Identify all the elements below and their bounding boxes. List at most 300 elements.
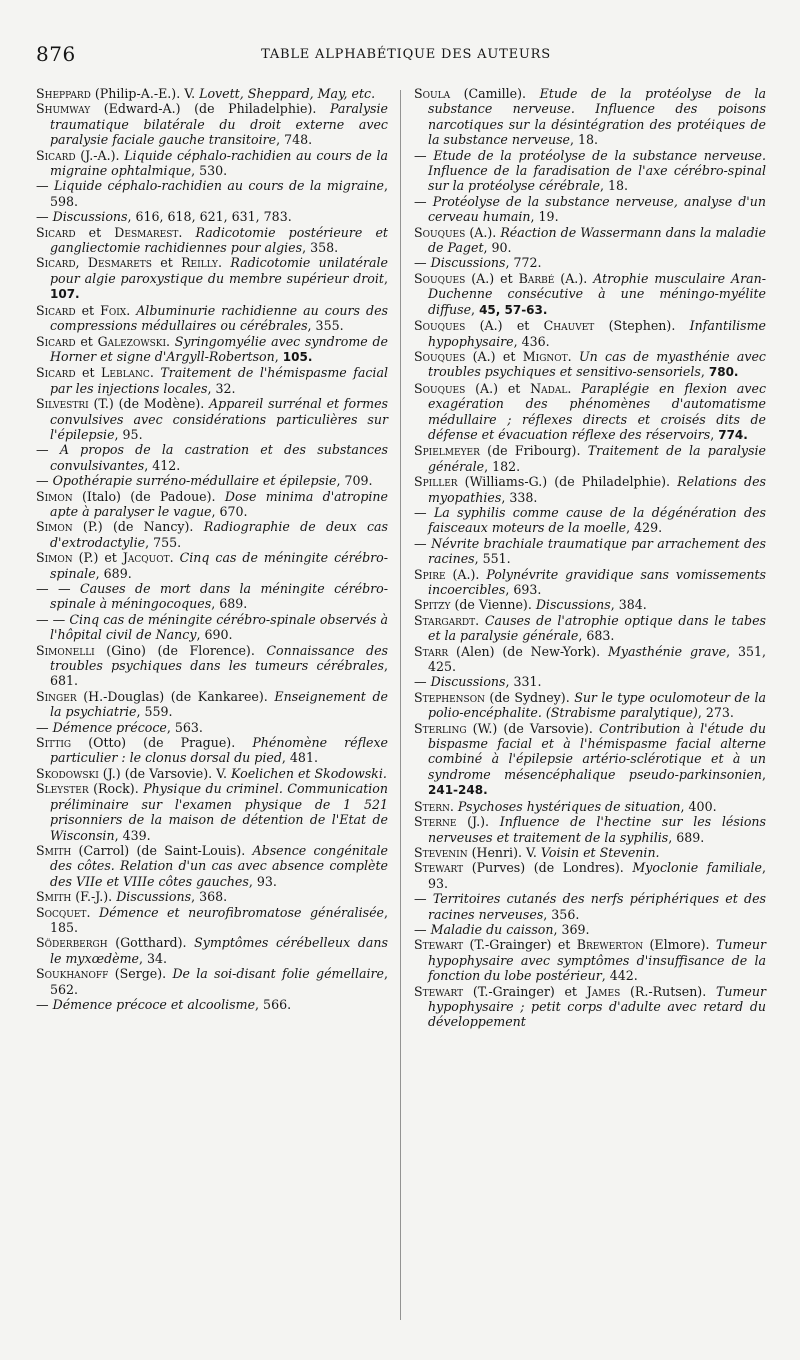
entry-title: Tumeur hypophysaire ; petit corps d'adulte avec retard du développement — [428, 983, 766, 1030]
entry-text: — — [414, 147, 434, 163]
entry-text: , 598. — [50, 178, 388, 209]
entry-title: Cinq cas de méningite cérébro-spinale observés à l'hôpital civil de Nancy — [50, 611, 389, 643]
index-entry — [36, 781, 388, 843]
author-name: Sicard — [36, 333, 76, 349]
entry-title: Syringomyélie avec syndrome de Horner et signe d'Argyll-Robertson — [50, 333, 388, 364]
entry-title: Sur le type oculomoteur de la polio-encéphalite. (Strabisme paralytique) — [428, 689, 766, 721]
page-ref-bold: 780. — [708, 365, 739, 380]
author-name: Souques — [414, 348, 466, 364]
entry-text: , 338. — [501, 489, 538, 505]
entry-title: Influence de l'hectine sur les lésions nerveuses et traitement de la syphilis — [428, 814, 766, 845]
index-entry — [36, 735, 388, 766]
author-name: Spire — [414, 566, 446, 582]
index-entry — [36, 935, 388, 966]
page-ref-bold: 45, 57-63. — [479, 302, 548, 317]
entry-text: (Carrol) (de Saint-Louis). — [71, 842, 253, 858]
entry-title: Physique du criminel. Communication préliminaire sur l'examen physique de 1 521 prisonniers de la maison de détention de l'Etat de Wisconsin — [50, 781, 389, 843]
entry-text: — — [414, 891, 433, 907]
entry-text: — — [36, 209, 53, 225]
entry-title: Causes de mort dans la méningite cérébro-spinale à méningocoques — [50, 581, 388, 612]
index-entry — [36, 643, 388, 689]
entry-text: (Alen) (de New-York). — [448, 643, 608, 659]
author-name: Sittig — [36, 735, 72, 751]
entry-text: , 93. — [428, 860, 766, 891]
entry-text: — — [414, 193, 433, 209]
index-entry — [414, 194, 766, 225]
entry-text: , 412. — [144, 457, 181, 473]
page-ref-bold: 774. — [718, 427, 748, 442]
entry-title: Un cas de myasthénie avec troubles psychiques et sensitivo-sensoriels — [428, 348, 766, 380]
author-name: Galezowski — [97, 333, 167, 349]
index-entry — [414, 860, 766, 891]
entry-text: , 331. — [505, 674, 542, 690]
entry-text: , 689. — [211, 596, 248, 612]
entry-title: Myasthénie grave — [607, 643, 727, 659]
entry-text: . — [567, 348, 579, 364]
author-name: Stewart — [414, 983, 464, 999]
entry-text: , — [700, 364, 709, 380]
entry-title: Polynévrite gravidique sans vomissements incoercibles — [428, 566, 766, 597]
entry-title: Cinq cas de méningite cérébro-spinale — [50, 550, 388, 581]
author-name: Mignot — [522, 348, 568, 364]
entry-title: Radicotomie postérieure et gangliectomie rachidiennes pour algies — [50, 224, 388, 256]
author-name: Stewart — [414, 937, 464, 953]
index-entry — [36, 178, 388, 209]
entry-text: , 566. — [255, 996, 292, 1012]
entry-title: Enseignement de la psychiatrie — [50, 688, 388, 720]
entry-text: — — [414, 921, 431, 937]
entry-text: — — [36, 178, 54, 194]
index-entry — [36, 473, 388, 488]
entry-text: et — [75, 365, 102, 381]
entry-text: — — [414, 504, 434, 520]
entry-title: Causes de l'atrophie optique dans le tabes et la paralysie générale — [428, 612, 766, 644]
index-entry — [36, 255, 388, 302]
author-name: Simon — [36, 488, 73, 504]
author-name: Spitzy — [414, 597, 451, 613]
entry-title: Absence congénitale des côtes. Relation d'un cas avec absence complète des VIIe et VIIIe côtes gauches — [50, 842, 388, 889]
entry-text: , 562. — [50, 966, 388, 997]
entry-text: — — [414, 255, 431, 271]
entry-text: (A.). — [554, 270, 594, 286]
entry-text: (de Fribourg). — [479, 443, 588, 459]
index-entry — [36, 86, 388, 101]
author-name: Smith — [36, 842, 72, 858]
entry-text: (J.-A.). — [75, 147, 125, 163]
author-name: Nadal — [530, 380, 568, 396]
entry-text: , 18. — [600, 178, 629, 194]
entry-text: , 19. — [530, 209, 559, 225]
entry-text: , — [471, 301, 480, 317]
index-entry — [36, 209, 388, 224]
author-name: Starr — [414, 643, 449, 659]
index-entry — [36, 365, 388, 396]
author-name: Leblanc — [101, 365, 150, 381]
entry-text: (T.) (de Modène). — [88, 396, 210, 412]
author-name: Sicard, Desmarets — [36, 255, 152, 271]
entry-text: (Camille). — [450, 86, 540, 101]
entry-title: Tumeur hypophysaire avec symptômes d'insuffisance de la fonction du lobe postérieur — [428, 937, 766, 984]
index-entry — [36, 612, 388, 643]
entry-text: , 683. — [578, 628, 615, 644]
entry-text: , 436. — [513, 333, 550, 349]
entry-text: (J.). — [456, 814, 500, 830]
author-name: Sheppard — [36, 86, 91, 101]
entry-text: , 689. — [668, 829, 705, 845]
author-name: Souques — [414, 318, 466, 334]
entry-title: Phénomène réflexe particulier : le clonus dorsal du pied — [50, 735, 388, 766]
author-name: Chauvet — [543, 318, 595, 334]
entry-text: (P.) (de Nancy). — [72, 519, 204, 535]
author-name: Stephenson — [414, 689, 485, 705]
entry-text: , 616, 618, 621, 631, 783. — [127, 209, 292, 225]
entry-text: , 681. — [50, 658, 388, 689]
entry-title: Protéolyse de la substance nerveuse, analyse d'un cerveau humain — [428, 193, 766, 225]
author-name: Spielmeyer — [414, 443, 480, 459]
right-column — [414, 86, 766, 1030]
entry-title: Appareil surrénal et formes convulsives avec considérations particulières sur l'épilepsie — [50, 396, 388, 442]
entry-text: — — [36, 473, 53, 489]
entry-text: . — [178, 224, 196, 240]
entry-text: (Italo) (de Padoue). — [72, 488, 225, 504]
author-name: Shumway — [36, 101, 91, 117]
entry-title: Etude de la protéolyse de la substance nerveuse. Influence des poisons narcotiques sur la désintégration des protéiques de la substance nerveuse — [428, 86, 766, 148]
entry-text: (Gotthard). — [107, 935, 195, 951]
entry-text: (J.) (de Varsovie). V. — [98, 765, 232, 781]
entry-text: (W.) (de Varsovie). — [466, 720, 599, 736]
entry-text: (Serge). — [108, 966, 173, 982]
entry-text: , 355. — [307, 318, 344, 334]
entry-text: , 755. — [145, 534, 182, 550]
entry-text: et — [75, 302, 101, 318]
entry-text: (Otto) (de Prague). — [71, 735, 253, 751]
entry-text: (Purves) (de Londres). — [463, 860, 633, 876]
author-name: Simonelli — [36, 642, 95, 658]
running-title: TABLE ALPHABÉTIQUE DES AUTEURS — [261, 47, 551, 62]
entry-text: , 670. — [211, 503, 248, 519]
entry-text: , 182. — [484, 458, 521, 474]
entry-text: , 429. — [626, 520, 663, 536]
entry-text: — — [36, 719, 53, 735]
entry-text: . — [567, 380, 582, 396]
entry-title: Contribution à l'étude du bispasme facial et à l'hémispasme facial alterne combiné à l'épilepsie artério-sclérotique et à un syndrome mésencéphalique pseudo-parkinsonien — [428, 720, 766, 782]
entry-text: (A.) et — [465, 318, 544, 334]
index-entry — [414, 349, 766, 381]
entry-text: (T.-Grainger) et — [463, 983, 587, 999]
left-column — [36, 86, 388, 1012]
column-divider — [400, 90, 401, 1320]
entry-text: , 368. — [191, 889, 228, 905]
index-entry — [36, 720, 388, 735]
entry-text: , 400. — [680, 798, 717, 814]
author-name: Brewerton — [576, 937, 644, 953]
entry-text: — — — [36, 611, 70, 627]
entry-title: Radiographie de deux cas d'extrodactylie — [50, 519, 388, 550]
entry-title: Maladie du caisson — [430, 921, 554, 937]
author-name: Silvestri — [36, 396, 89, 412]
page-ref-bold: 105. — [282, 349, 313, 364]
index-entry — [36, 225, 388, 256]
index-entry — [414, 721, 766, 799]
entry-text: (Henri). V. — [467, 844, 541, 860]
index-entry — [36, 905, 388, 936]
index-entry — [414, 536, 766, 567]
index-entry — [414, 799, 766, 814]
entry-text: (Stephen). — [594, 318, 690, 334]
entry-title: La syphilis comme cause de la dégénération des faisceaux moteurs de la moelle — [428, 504, 766, 536]
entry-text: , — [710, 426, 719, 442]
index-entry — [36, 581, 388, 612]
entry-title: Opothérapie surréno-médullaire et épilepsie — [52, 473, 337, 489]
entry-title: Voisin et Stevenin. — [540, 844, 660, 860]
index-entry — [414, 271, 766, 318]
entry-text: et — [151, 255, 182, 271]
entry-text: , 690. — [196, 627, 233, 643]
index-entry — [414, 443, 766, 474]
entry-text: . — [126, 302, 137, 318]
entry-title: Démence précoce — [52, 719, 167, 735]
entry-text: (Philip-A.-E.). V. — [90, 86, 200, 101]
entry-text: , 90. — [483, 240, 512, 256]
author-name: Smith — [36, 889, 72, 905]
entry-title: Réaction de Wassermann dans la maladie de Paget — [428, 224, 766, 256]
entry-title: Psychoses hystériques de situation — [457, 798, 681, 814]
index-entry — [414, 937, 766, 983]
entry-text: . — [449, 798, 458, 814]
entry-text: — — — [36, 581, 80, 596]
author-name: Simon — [36, 550, 73, 566]
index-entry — [36, 519, 388, 550]
entry-text: (Rock). — [88, 781, 144, 797]
entry-title: Discussions — [52, 209, 128, 225]
entry-text: , 551. — [474, 551, 511, 567]
entry-text: , 369. — [553, 921, 590, 937]
index-entry — [36, 489, 388, 520]
entry-text: , 351, 425. — [428, 643, 766, 675]
author-name: Souques — [414, 270, 466, 286]
entry-text: , — [761, 766, 766, 782]
index-entry — [414, 690, 766, 721]
entry-text: , 481. — [281, 750, 318, 766]
entry-title: Discussions — [430, 255, 506, 271]
author-name: Soukhanoff — [36, 966, 109, 982]
entry-text: , 709. — [336, 473, 373, 489]
entry-text: . — [169, 550, 180, 566]
entry-text: — — [414, 674, 431, 690]
entry-text: — — [36, 442, 60, 458]
author-name: Singer — [36, 688, 77, 704]
entry-text: , 93. — [248, 873, 277, 889]
author-name: Simon — [36, 519, 73, 535]
entry-text: (de Vienne). — [450, 597, 536, 613]
entry-title: Paralysie traumatique bilatérale du droit externe avec paralysie faciale gauche transitoire — [50, 101, 388, 148]
index-entry — [414, 814, 766, 845]
author-name: Sterne — [414, 814, 457, 830]
index-entry — [36, 997, 388, 1012]
index-entry — [414, 891, 766, 922]
index-entry — [36, 396, 388, 442]
entry-text: et — [75, 333, 98, 349]
author-name: Reilly — [181, 255, 218, 271]
author-name: Socquet — [36, 904, 87, 920]
entry-title: Infantilisme hypophysaire — [428, 318, 767, 349]
entry-text: , 358. — [302, 240, 339, 256]
entry-text: , 689. — [95, 565, 132, 581]
entry-title: Traitement de l'hémispasme facial par les injections locales — [50, 365, 388, 396]
author-name: Sterling — [414, 720, 467, 736]
page-ref-bold: 107. — [50, 287, 80, 302]
index-entry — [414, 845, 766, 860]
entry-title: Myoclonie familiale — [632, 860, 762, 876]
entry-text: , 18. — [570, 132, 599, 148]
author-name: Sleyster — [36, 781, 89, 797]
entry-text: (Edward-A.) (de Philadelphie). — [90, 101, 330, 117]
entry-text: , 439. — [114, 827, 151, 843]
entry-text: (Elmore). — [643, 937, 716, 953]
entry-title: Atrophie musculaire Aran-Duchenne consécutive à une méningo-myélite diffuse — [428, 270, 767, 317]
entry-text: , 384. — [610, 597, 647, 613]
entry-title: De la soi-disant folie gémellaire — [172, 966, 384, 982]
author-name: Foix — [100, 302, 127, 318]
author-name: Desmarest — [114, 224, 179, 240]
entry-title: Démence précoce et alcoolisme — [52, 996, 256, 1012]
entry-text: , 559. — [136, 704, 173, 720]
author-name: Sicard — [36, 302, 76, 318]
entry-text: (A.). — [445, 566, 487, 582]
entry-title: Relations des myopathies — [428, 474, 766, 505]
entry-text: , 356. — [543, 906, 580, 922]
index-entry — [414, 597, 766, 612]
entry-text: , 748. — [276, 132, 313, 148]
entry-title: Lovett, Sheppard, May, etc. — [199, 86, 376, 101]
entry-title: Traitement de la paralysie générale — [428, 443, 766, 474]
entry-text: , 34. — [139, 950, 168, 966]
index-entry — [414, 381, 766, 444]
entry-text: , 273. — [697, 705, 734, 721]
page-ref-bold: 241-248. — [428, 783, 488, 798]
entry-text: (A.). — [465, 224, 501, 240]
entry-text: (R.-Rutsen). — [620, 983, 716, 999]
page-header — [36, 42, 776, 72]
index-entry — [414, 922, 766, 937]
index-entry — [36, 334, 388, 366]
entry-text: , 442. — [601, 968, 638, 984]
entry-text: (A.) et — [465, 348, 523, 364]
entry-title: Liquide céphalo-rachidien au cours de la migraine — [54, 178, 384, 194]
entry-text: , — [274, 348, 283, 364]
index-entry — [414, 567, 766, 598]
index-entry — [414, 474, 766, 505]
entry-title: Radicotomie unilatérale pour algie paroxystique du membre supérieur droit — [50, 255, 388, 286]
entry-text: , 772. — [505, 255, 542, 271]
index-entry — [414, 225, 766, 256]
entry-title: Discussions — [430, 674, 506, 690]
entry-text: (A.) et — [465, 270, 519, 286]
index-entry — [414, 86, 766, 148]
entry-text: , 185. — [50, 904, 388, 935]
entry-text: (T.-Grainger) et — [463, 937, 577, 953]
entry-title: Etude de la protéolyse de la substance nerveuse. Influence de la faradisation de l'axe cérébro-spinal sur la protéolyse cérébrale — [428, 147, 766, 194]
author-name: Souques — [414, 224, 466, 240]
author-name: Söderbergh — [36, 935, 108, 951]
author-name: Sicard — [36, 147, 76, 163]
author-name: Skodowski — [36, 765, 99, 781]
entry-text: et — [75, 224, 115, 240]
entry-text: (A.) et — [465, 380, 531, 396]
index-entry — [36, 550, 388, 581]
page-number: 876 — [36, 42, 76, 66]
entry-title: Symptômes cérébelleux dans le myxœdème — [50, 935, 388, 966]
entry-text: (Williams-G.) (de Philadelphie). — [457, 474, 678, 490]
entry-text: , — [383, 270, 388, 286]
author-name: Spiller — [414, 474, 458, 490]
index-entry — [414, 318, 766, 349]
author-name: Sicard — [36, 224, 76, 240]
entry-text: (P.) et — [72, 550, 123, 566]
author-name: Souques — [414, 380, 466, 396]
entry-text: (de Sydney). — [484, 689, 575, 705]
entry-title: Connaissance des troubles psychiques dans les tumeurs cérébrales — [50, 642, 388, 674]
entry-title: Koelichen et Skodowski. — [231, 765, 387, 781]
entry-text: . — [218, 255, 231, 271]
index-entry — [36, 843, 388, 889]
author-name: Stevenin — [414, 844, 468, 860]
entry-title: Territoires cutanés des nerfs périphériques et des racines nerveuses — [428, 891, 766, 922]
entry-title: A propos de la castration et des substances convulsivantes — [50, 442, 388, 473]
entry-text: . — [475, 612, 485, 628]
entry-text: , 32. — [207, 380, 236, 396]
index-entry — [414, 674, 766, 689]
index-entry — [36, 766, 388, 781]
index-entry — [36, 966, 388, 997]
author-name: Soula — [414, 86, 451, 101]
entry-title: Discussions — [535, 597, 611, 613]
entry-title: Névrite brachiale traumatique par arrachement des racines — [428, 535, 766, 567]
entry-title: Dose minima d'atropine apte à paralyser le vague — [50, 488, 388, 519]
index-entry — [36, 442, 388, 473]
author-name: Barbé — [518, 270, 555, 286]
author-name: Jacquot — [122, 550, 170, 566]
entry-text: — — [414, 535, 432, 551]
author-name: Sicard — [36, 365, 76, 381]
index-entry — [36, 889, 388, 904]
entry-text: (Gino) (de Florence). — [94, 642, 267, 658]
author-name: Stargardt — [414, 612, 476, 628]
index-entry — [414, 148, 766, 194]
entry-title: Paraplégie en flexion avec exagération des phénomènes d'automatisme médullaire ; réflexes directs et croisés dits de défense et évacuation réflexe des réservoirs — [428, 380, 766, 442]
entry-text: — — [36, 996, 53, 1012]
entry-title: Démence et neurofibromatose généralisée — [98, 904, 384, 920]
entry-text: . — [86, 904, 99, 920]
entry-text: . — [166, 333, 175, 349]
index-entry — [414, 505, 766, 536]
index-entry — [414, 613, 766, 644]
index-entry — [414, 255, 766, 270]
entry-text: , 693. — [505, 582, 542, 597]
author-name: James — [586, 983, 621, 999]
index-entry — [36, 689, 388, 720]
index-entry — [414, 984, 766, 1030]
index-entry — [414, 644, 766, 675]
entry-title: Albuminurie rachidienne au cours des compressions médullaires ou cérébrales — [50, 302, 388, 334]
entry-title: Discussions — [116, 889, 192, 905]
author-name: Stewart — [414, 860, 464, 876]
entry-text: . — [149, 365, 161, 381]
entry-title: Liquide céphalo-rachidien au cours de la migraine ophtalmique — [50, 147, 389, 179]
index-entry — [36, 303, 388, 334]
author-name: Stern — [414, 798, 450, 814]
entry-text: (F.-J.). — [71, 889, 117, 905]
